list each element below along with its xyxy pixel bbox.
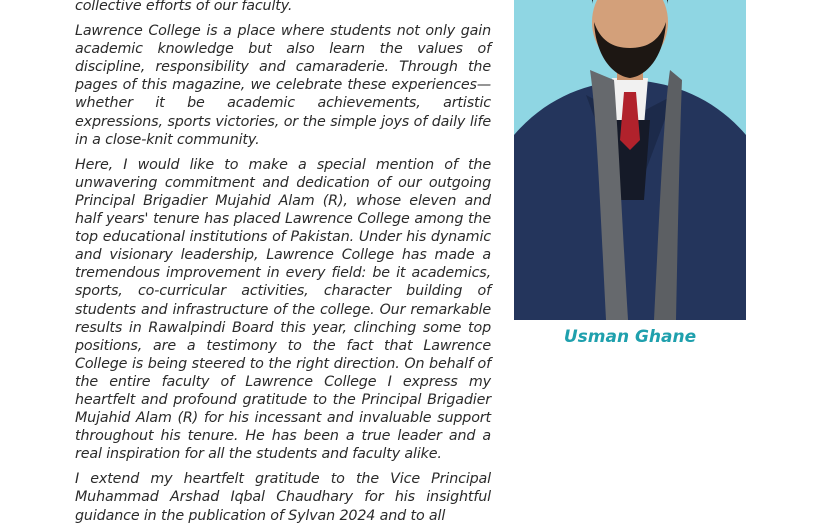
paragraph-4: I extend my heartfelt gratitude to the Vice Principal Muhammad Arshad Iqbal Chaudhary for his insightful guidance in the publication of Sylvan 2024 and to all xyxy=(75,471,491,524)
portrait-illustration xyxy=(514,0,746,320)
paragraph-1: collective efforts of our faculty. xyxy=(75,0,293,14)
portrait-photo xyxy=(514,0,746,320)
article-text xyxy=(75,0,491,532)
paragraph-3: Here, I would like to make a special mention of the unwavering commitment and dedication of our outgoing Principal Brigadier Mujahid Alam (R), whose eleven and half years' tenure has placed Lawrence College among the top educational institutions of Pakistan. Under his dynamic and visionary leadership, Lawrence College has made a tremendous improvement in every field: be it academics, sports, co-curricular activities, character building of students and infrastructure of the college. Our remarkable results in Rawalpindi Board this year, clinching some top positions, are a testimony to the fact that Lawrence College is being steered to the right direction. On behalf of the entire faculty of Lawrence College I express my heartfelt and profound gratitude to the Principal Brigadier Mujahid Alam (R) for his incessant and invaluable support throughout his tenure. He has been a true leader and a real inspiration for all the students and faculty alike. xyxy=(75,156,491,463)
portrait-caption: Usman Ghane xyxy=(563,327,697,347)
paragraph-2: Lawrence College is a place where students not only gain academic knowledge but also learn the values of discipline, responsibility and camaraderie. Through the pages of this magazine, we celebrate these experiences—whether it be academic achievements, artistic expressions, sports victories, or the simple joys of daily life in a close-knit community. xyxy=(75,23,491,148)
